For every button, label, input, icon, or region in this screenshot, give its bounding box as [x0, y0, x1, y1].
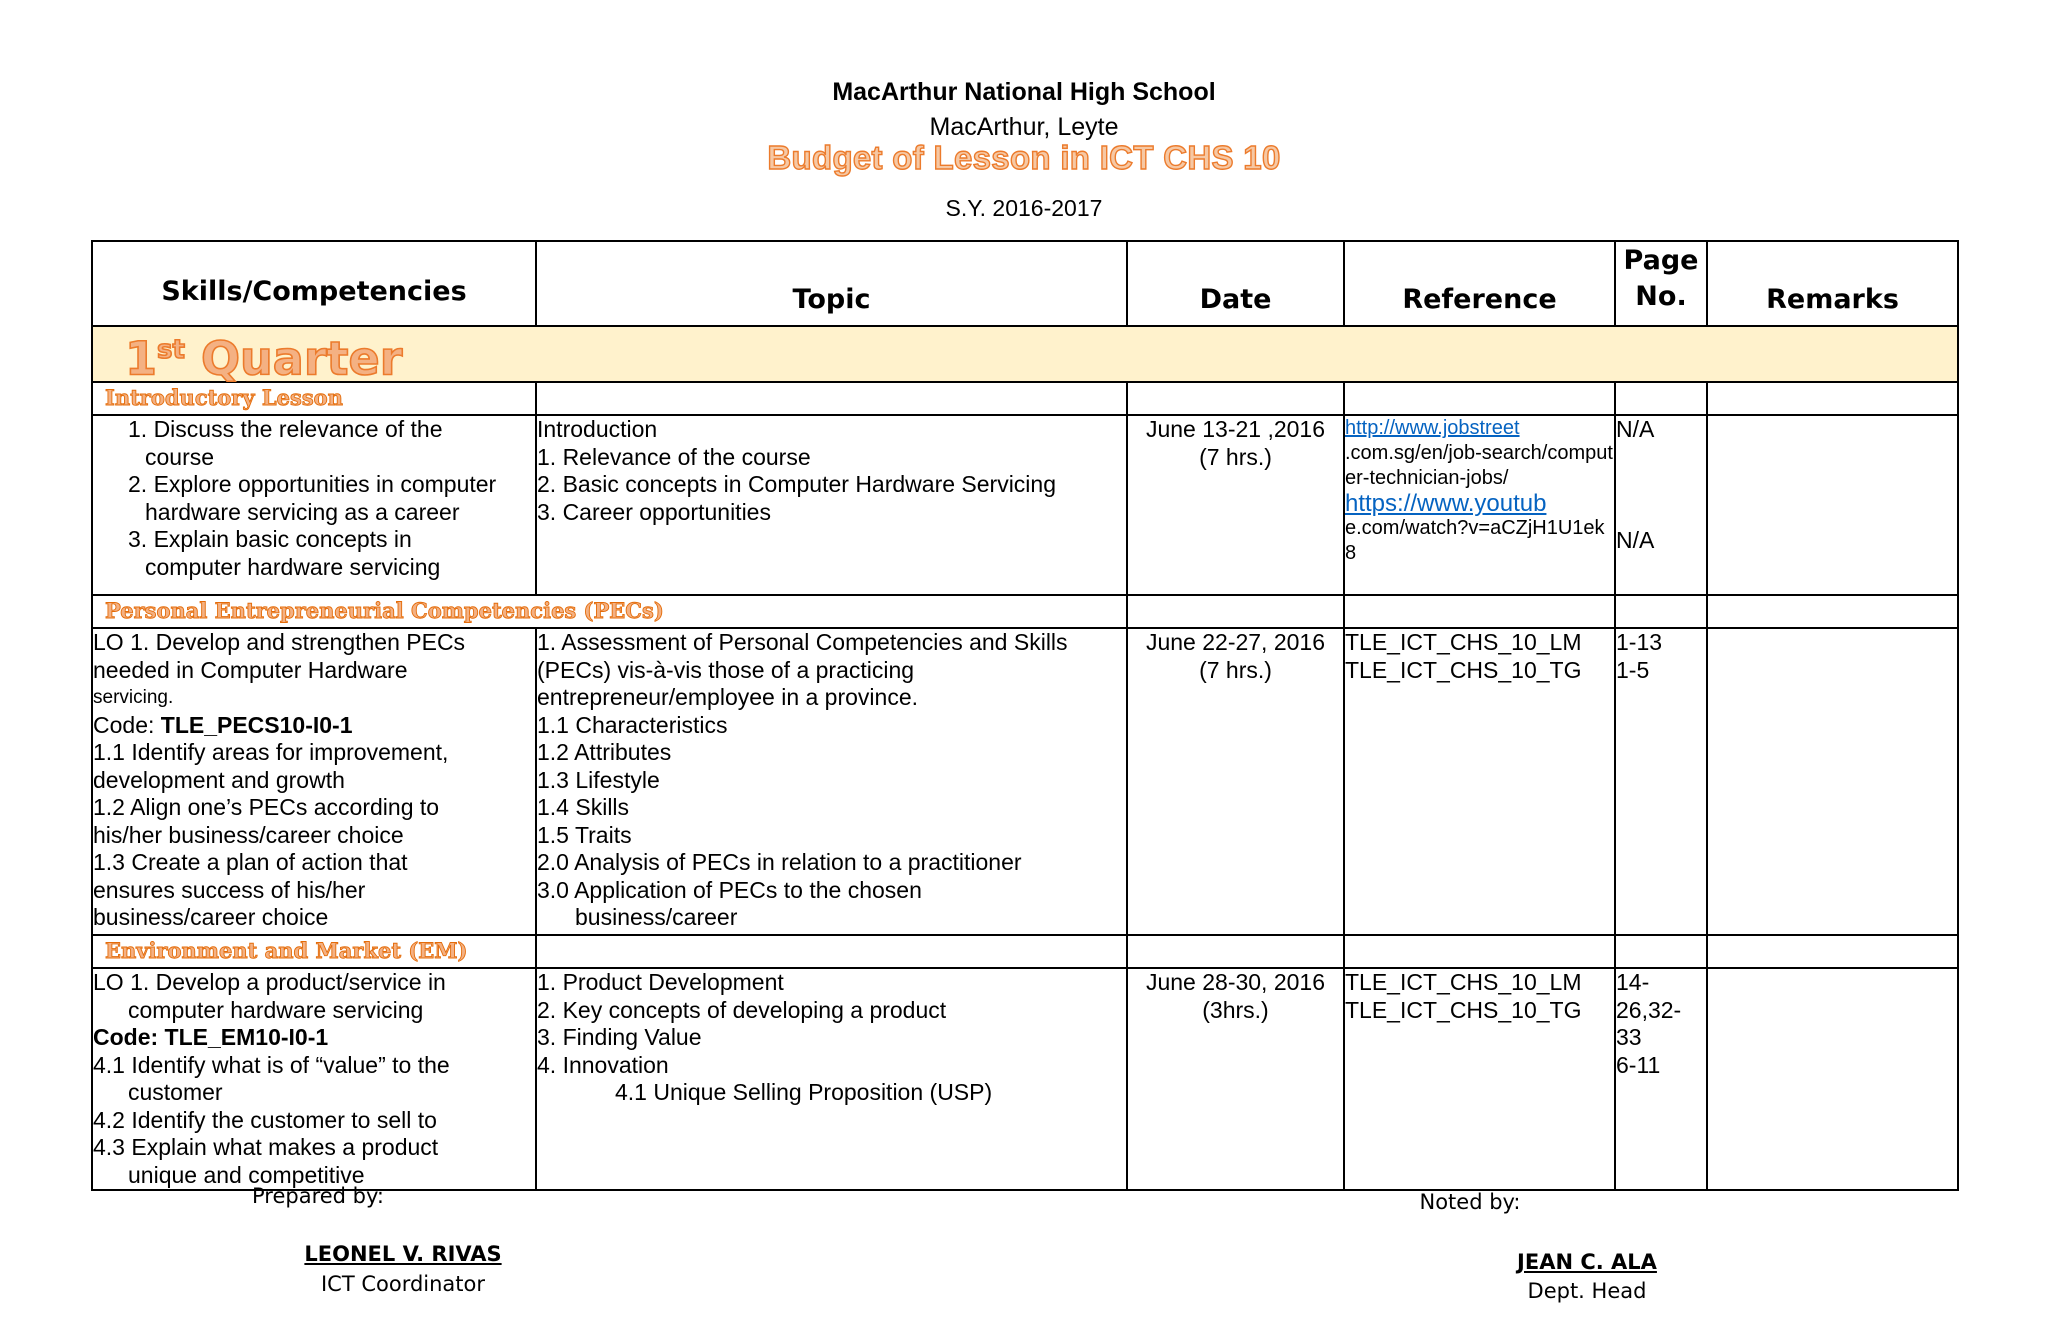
quarter-row — [92, 326, 1958, 382]
topic-cell: Introduction 1. Relevance of the course 2. Basic concepts in Computer Hardware Servicing 3. Career opportunities — [536, 415, 1127, 595]
quarter-suffix: st — [157, 335, 185, 365]
col-header-remarks: Remarks — [1707, 241, 1958, 326]
col-header-page-no — [1615, 241, 1707, 326]
reference-cell: TLE_ICT_CHS_10_LM TLE_ICT_CHS_10_TG — [1344, 968, 1615, 1190]
page-header-line-1: Page — [1623, 245, 1699, 276]
date-cell: June 22-27, 2016 (7 hrs.) — [1127, 628, 1344, 935]
date-cell: June 28-30, 2016 (3hrs.) — [1127, 968, 1344, 1190]
noted-by-title: Dept. Head — [1527, 1279, 1647, 1303]
topic-cell: 1. Assessment of Personal Competencies and Skills (PECs) vis-à-vis those of a practicing entrepreneur/employee in a province. 1.1 Characteristics 1.2 Attributes 1.3 Lifestyle 1.4 Skills 1.5 Traits 2.0 Analysis of PECs in relation to a practitioner 3.0 Application of PECs to the chosen business/career — [536, 628, 1127, 935]
remarks-cell — [1707, 415, 1958, 595]
remarks-cell — [1707, 628, 1958, 935]
header-row — [92, 241, 1958, 326]
noted-by-label: Noted by: — [1419, 1190, 1521, 1214]
reference-link-youtube[interactable]: https://www.youtub — [1345, 490, 1547, 518]
school-location: MacArthur, Leyte — [929, 113, 1119, 141]
page-header-line-2: No. — [1635, 281, 1687, 312]
prepared-by-title: ICT Coordinator — [320, 1272, 486, 1296]
section-title-pecs: Personal Entrepreneurial Competencies (PECs) — [92, 595, 1127, 628]
col-header-skills: Skills/Competencies — [92, 241, 536, 326]
page-cell: 1-13 1-5 — [1615, 628, 1707, 935]
page-cell: 14- 26,32- 33 6-11 — [1615, 968, 1707, 1190]
skills-cell: 1. Discuss the relevance of the course 2. Explore opportunities in computer hardware servicing as a career 3. Explain basic concepts in computer hardware servicing — [92, 415, 536, 595]
table-row-pecs — [92, 628, 1958, 935]
topic-cell: 1. Product Development 2. Key concepts of developing a product 3. Finding Value 4. Innovation 4.1 Unique Selling Proposition (USP) — [536, 968, 1127, 1190]
table-row-em — [92, 968, 1958, 1190]
skills-cell: LO 1. Develop a product/service in computer hardware servicing Code: TLE_EM10-I0-1 4.1 Identify what is of “value” to the customer 4.2 Identify the customer to sell to 4.3 Explain what makes a product unique and competitive — [92, 968, 536, 1190]
skills-cell: LO 1. Develop and strengthen PECs needed in Computer Hardware servicing. Code: TLE_PECS10-I0-1 1.1 Identify areas for improvement, development and growth 1.2 Align one’s PECs according to his/her business/career choice 1.3 Create a plan of action that ensures success of his/her business/career choice — [92, 628, 536, 935]
prepared-by-label: Prepared by: — [252, 1184, 384, 1208]
col-header-reference: Reference — [1344, 241, 1615, 326]
reference-cell: http://www.jobstreet .com.sg/en/job-search/computer-technician-jobs/ https://www.youtub e.com/watch?v=aCZjH1U1ek8 — [1344, 415, 1615, 595]
section-row-introductory — [92, 382, 1958, 415]
school-name: MacArthur National High School — [832, 78, 1216, 106]
prepared-by-name: LEONEL V. RIVAS — [304, 1242, 502, 1266]
section-row-pecs — [92, 595, 1958, 628]
school-year: S.Y. 2016-2017 — [945, 195, 1103, 221]
document-title: Budget of Lesson in ICT CHS 10 — [767, 139, 1281, 176]
reference-link-jobstreet[interactable]: http://www.jobstreet — [1345, 417, 1520, 440]
section-title-em: Environment and Market (EM) — [92, 935, 536, 968]
budget-of-lesson-table — [91, 240, 1959, 1191]
col-header-topic: Topic — [536, 241, 1127, 326]
reference-cell: TLE_ICT_CHS_10_LM TLE_ICT_CHS_10_TG — [1344, 628, 1615, 935]
quarter-number: 1 — [125, 331, 158, 386]
quarter-banner — [92, 326, 1958, 386]
date-cell: June 13-21 ,2016 (7 hrs.) — [1127, 415, 1344, 595]
quarter-label: Quarter — [200, 331, 403, 386]
page-cell: N/A N/A — [1615, 415, 1707, 595]
noted-by-name: JEAN C. ALA — [1517, 1250, 1657, 1274]
table-row-introductory — [92, 415, 1958, 595]
remarks-cell — [1707, 968, 1958, 1190]
col-header-date: Date — [1127, 241, 1344, 326]
section-row-em — [92, 935, 1958, 968]
section-title-introductory: Introductory Lesson — [92, 382, 536, 415]
